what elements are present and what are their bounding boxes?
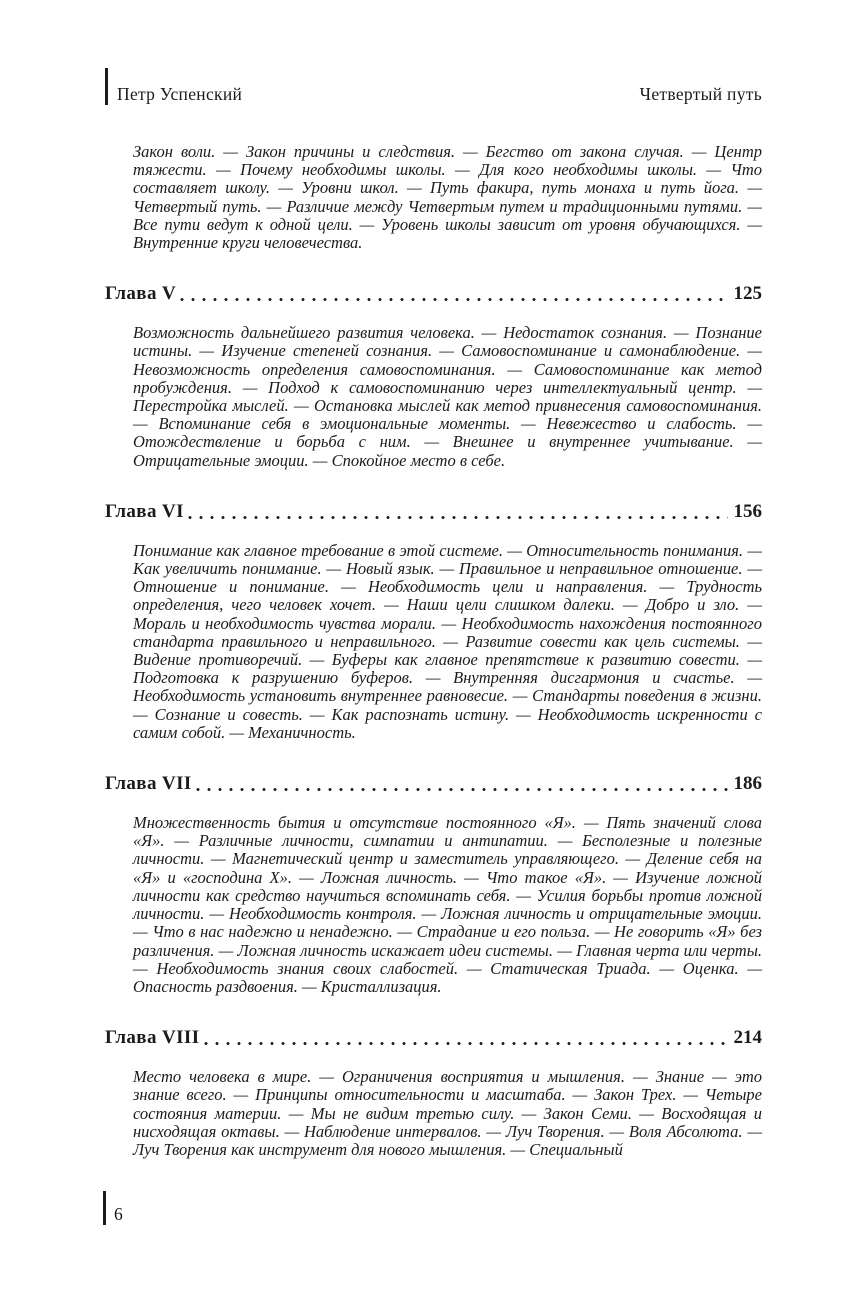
chapter-page-number: 125 <box>733 283 762 305</box>
dot-leader <box>188 515 728 520</box>
chapter-summary: Место человека в мире. — Ограничения восприятия и мышления. — Знание — это знание всего. — Принципы относительности и масштаба. — Закон Трех. — Четыре состояния материи. — Мы не видим третью силу. — Закон Семи. — Восходящая и нисходящая октавы. — Наблюдение интервалов. — Луч Творения. — Воля Абсолюта. — Луч Творения как инструмент для нового мышления. — Специальный <box>133 1067 762 1159</box>
chapter-summary: Множественность бытия и отсутствие постоянного «Я». — Пять значений слова «Я». — Различные личности, симпатии и антипатии. — Бесполезные и полезные личности. — Магнетический центр и заместитель управляющего. — Деление себя на «Я» и «господина Х». — Ложная личность. — Что такое «Я». — Изучение ложной личности как средство научиться вспоминать себя. — Усилия борьбы против ложной личности. — Необходимость контроля. — Ложная личность и отрицательные эмоции. — Что в нас надежно и ненадежно. — Страдание и его польза. — Не говорить «Я» без различения. — Ложная личность искажает идеи системы. — Главная черта или черты. — Необходимость знания своих слабостей. — Статическая Триада. — Оценка. — Опасность раздвоения. — Кристаллизация. <box>133 813 762 996</box>
toc-entry-chapter-6 <box>105 501 762 523</box>
toc-entry-chapter-8 <box>105 1027 762 1049</box>
chapter-summary: Возможность дальнейшего развития человека. — Недостаток сознания. — Познание истины. — Изучение степеней сознания. — Самовоспоминание и самонаблюдение. — Невозможность определения самовоспоминания. — Самовоспоминание как метод пробуждения. — Подход к самовоспоминанию через интеллектуальный центр. — Перестройка мыслей. — Остановка мыслей как метод привнесения самовоспоминания. — Вспоминание себя в эмоциональные моменты. — Невежество и слабость. — Отождествление и борьба с ним. — Внешнее и внутреннее учитывание. — Отрицательные эмоции. — Спокойное место в себе. <box>133 323 762 470</box>
dot-leader <box>196 787 728 792</box>
intro-continuation-paragraph: Закон воли. — Закон причины и следствия. — Бегство от закона случая. — Центр тяжести. — Почему необходимы школы. — Для кого необходимы школы. — Что составляет школу. — Уровни школ. — Путь факира, путь монаха и путь йога. — Четвертый путь. — Различие между Четвертым путем и традиционными путями. — Все пути ведут к одной цели. — Уровень школы зависит от уровня обучающихся. — Внутренние круги человечества. <box>133 142 762 253</box>
dot-leader <box>204 1041 728 1046</box>
toc-entry-chapter-5 <box>105 283 762 305</box>
chapter-page-number: 186 <box>733 773 762 795</box>
chapter-title: Глава VIII <box>105 1027 200 1049</box>
header-book-title: Четвертый путь <box>639 84 762 104</box>
chapter-title: Глава V <box>105 283 177 305</box>
chapter-page-number: 214 <box>733 1027 762 1049</box>
toc-entry-chapter-7 <box>105 773 762 795</box>
chapter-title: Глава VI <box>105 500 184 522</box>
dot-leader <box>180 297 727 302</box>
page-content <box>105 0 762 1159</box>
page-footer <box>103 1191 123 1225</box>
chapter-title: Глава VII <box>105 773 192 795</box>
chapter-summary: Понимание как главное требование в этой системе. — Относительность понимания. — Как увеличить понимание. — Новый язык. — Правильное и неправильное отношение. — Отношение и понимание. — Необходимость цели и направления. — Трудность определения, чего человек хочет. — Наши цели слишком далеки. — Добро и зло. — Мораль и необходимость чувства морали. — Необходимость нахождения постоянного стандарта правильного и неправильного. — Развитие совести как цель системы. — Видение противоречий. — Буферы как главное препятствие к развитию совести. — Подготовка к разрушению буферов. — Внутренняя дисгармония и счастье. — Необходимость установить внутреннее равновесие. — Стандарты поведения в жизни. — Сознание и совесть. — Как распознать истину. — Необходимость искренности с самим собой. — Механичность. <box>133 540 762 742</box>
header-author: Петр Успенский <box>117 84 243 104</box>
folio-page-number: 6 <box>114 1204 123 1224</box>
running-header <box>105 68 762 105</box>
chapter-page-number: 156 <box>733 500 762 522</box>
